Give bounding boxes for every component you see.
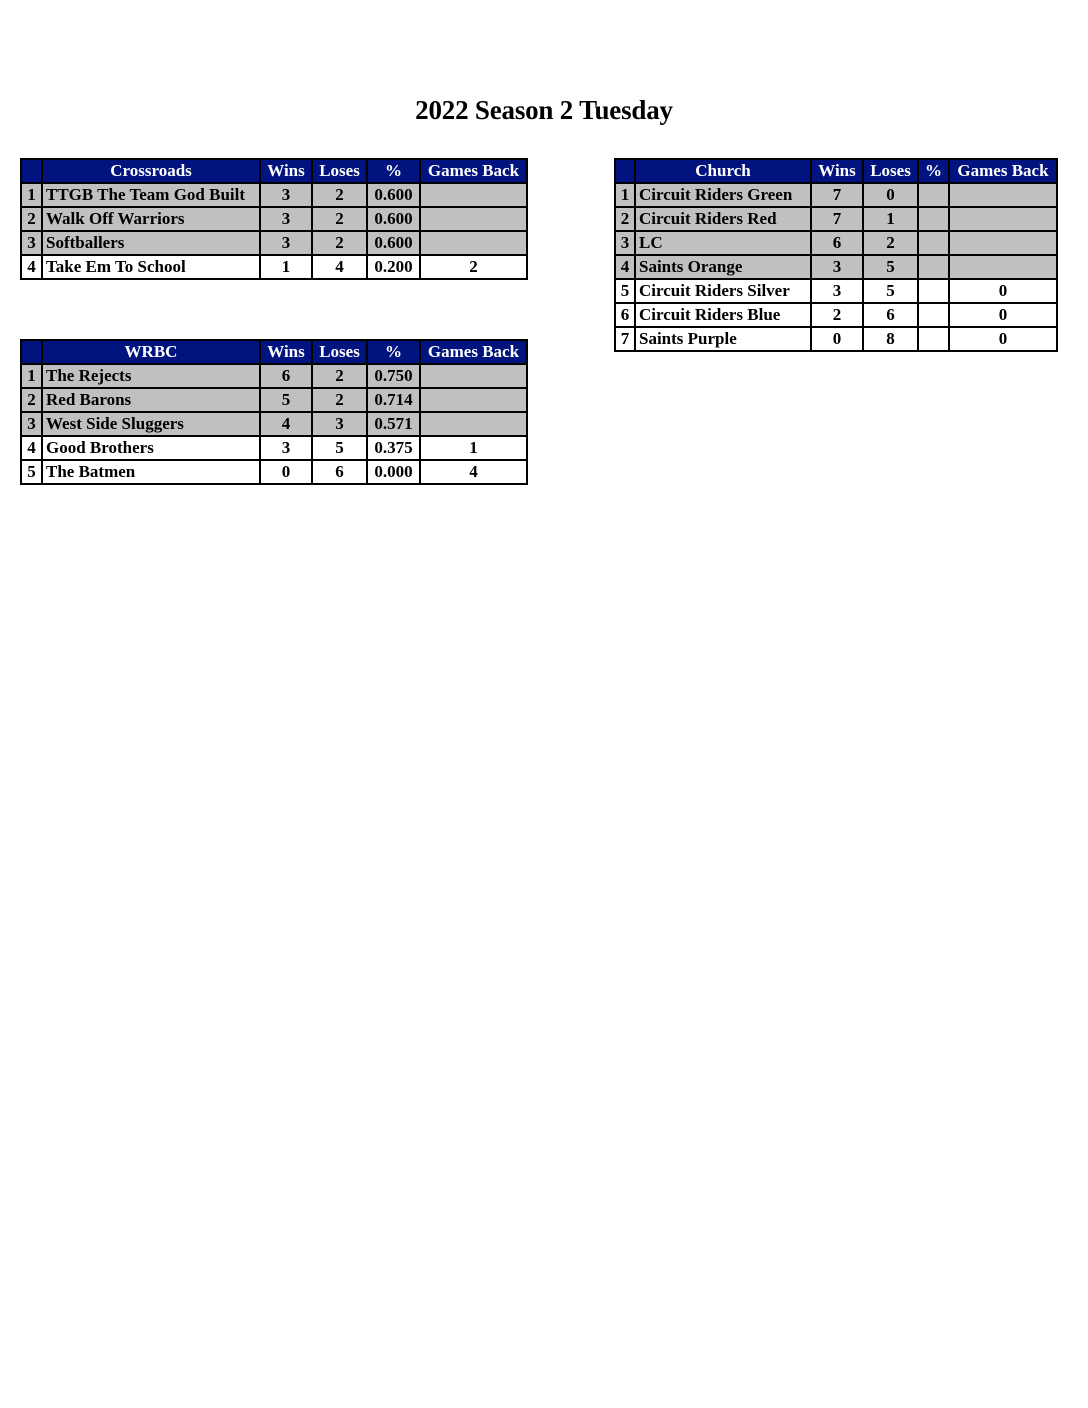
games-back-cell (420, 231, 527, 255)
rank-cell: 1 (615, 183, 635, 207)
table-header-row (615, 159, 1057, 183)
rank-cell: 4 (21, 255, 42, 279)
rank-header (21, 340, 42, 364)
pct-header: % (367, 340, 420, 364)
games-back-cell (949, 207, 1057, 231)
pct-cell: 0.200 (367, 255, 420, 279)
table-row (21, 460, 527, 484)
team-name-cell: Circuit Riders Red (635, 207, 811, 231)
games-back-cell: 4 (420, 460, 527, 484)
games-back-cell (420, 412, 527, 436)
games-back-cell: 0 (949, 327, 1057, 351)
loses-cell: 3 (312, 412, 367, 436)
church-standings-table (614, 158, 1058, 352)
rank-header (21, 159, 42, 183)
team-name-cell: Circuit Riders Blue (635, 303, 811, 327)
rank-cell: 1 (21, 183, 42, 207)
pct-cell (918, 255, 949, 279)
wrbc-table-body (21, 364, 527, 484)
wins-cell: 7 (811, 183, 863, 207)
team-name-cell: Walk Off Warriors (42, 207, 260, 231)
division-name-header: Crossroads (42, 159, 260, 183)
pct-cell: 0.375 (367, 436, 420, 460)
team-name-cell: Circuit Riders Silver (635, 279, 811, 303)
loses-cell: 2 (312, 207, 367, 231)
team-name-cell: Good Brothers (42, 436, 260, 460)
games-back-cell (949, 231, 1057, 255)
rank-cell: 5 (21, 460, 42, 484)
games-back-cell: 0 (949, 303, 1057, 327)
pct-cell: 0.600 (367, 207, 420, 231)
team-name-cell: Saints Orange (635, 255, 811, 279)
table-row (615, 255, 1057, 279)
table-row (21, 388, 527, 412)
games-back-cell (420, 364, 527, 388)
games-back-header: Games Back (420, 159, 527, 183)
loses-header: Loses (312, 340, 367, 364)
team-name-cell: Softballers (42, 231, 260, 255)
pct-header: % (367, 159, 420, 183)
rank-cell: 1 (21, 364, 42, 388)
rank-cell: 4 (615, 255, 635, 279)
loses-cell: 2 (312, 388, 367, 412)
pct-cell (918, 279, 949, 303)
loses-cell: 5 (312, 436, 367, 460)
team-name-cell: Circuit Riders Green (635, 183, 811, 207)
table-row (21, 183, 527, 207)
games-back-cell (420, 388, 527, 412)
wins-header: Wins (260, 340, 312, 364)
table-row (21, 412, 527, 436)
team-name-cell: The Batmen (42, 460, 260, 484)
loses-cell: 5 (863, 255, 918, 279)
wrbc-standings-table (20, 339, 528, 485)
wins-cell: 3 (260, 183, 312, 207)
rank-cell: 3 (21, 231, 42, 255)
pct-cell: 0.000 (367, 460, 420, 484)
wins-cell: 4 (260, 412, 312, 436)
team-name-cell: Take Em To School (42, 255, 260, 279)
pct-cell: 0.750 (367, 364, 420, 388)
table-row (615, 327, 1057, 351)
rank-cell: 4 (21, 436, 42, 460)
table-row (615, 279, 1057, 303)
team-name-cell: LC (635, 231, 811, 255)
church-table-body (615, 183, 1057, 351)
games-back-cell (420, 183, 527, 207)
rank-cell: 3 (21, 412, 42, 436)
wins-cell: 0 (260, 460, 312, 484)
table-header-row (21, 340, 527, 364)
pct-cell (918, 207, 949, 231)
wins-cell: 7 (811, 207, 863, 231)
wins-cell: 3 (260, 231, 312, 255)
rank-cell: 7 (615, 327, 635, 351)
pct-cell (918, 327, 949, 351)
wins-cell: 3 (811, 279, 863, 303)
team-name-cell: West Side Sluggers (42, 412, 260, 436)
games-back-cell: 1 (420, 436, 527, 460)
loses-cell: 0 (863, 183, 918, 207)
crossroads-table-body (21, 183, 527, 279)
loses-cell: 4 (312, 255, 367, 279)
loses-cell: 2 (863, 231, 918, 255)
page-title: 2022 Season 2 Tuesday (415, 95, 673, 125)
wins-cell: 6 (260, 364, 312, 388)
wins-header: Wins (811, 159, 863, 183)
games-back-header: Games Back (949, 159, 1057, 183)
wins-cell: 3 (811, 255, 863, 279)
pct-cell: 0.571 (367, 412, 420, 436)
team-name-cell: Red Barons (42, 388, 260, 412)
table-row (615, 303, 1057, 327)
table-row (21, 364, 527, 388)
pct-cell: 0.714 (367, 388, 420, 412)
wins-cell: 6 (811, 231, 863, 255)
wins-cell: 1 (260, 255, 312, 279)
team-name-cell: The Rejects (42, 364, 260, 388)
rank-header (615, 159, 635, 183)
loses-header: Loses (863, 159, 918, 183)
wins-cell: 3 (260, 207, 312, 231)
team-name-cell: TTGB The Team God Built (42, 183, 260, 207)
games-back-cell (949, 255, 1057, 279)
rank-cell: 6 (615, 303, 635, 327)
table-row (615, 231, 1057, 255)
wins-cell: 3 (260, 436, 312, 460)
pct-cell (918, 183, 949, 207)
table-row (615, 207, 1057, 231)
loses-cell: 2 (312, 231, 367, 255)
loses-cell: 2 (312, 364, 367, 388)
games-back-cell (949, 183, 1057, 207)
pct-cell (918, 231, 949, 255)
table-row (615, 183, 1057, 207)
rank-cell: 2 (21, 207, 42, 231)
loses-cell: 6 (863, 303, 918, 327)
games-back-cell (420, 207, 527, 231)
loses-cell: 8 (863, 327, 918, 351)
pct-cell: 0.600 (367, 231, 420, 255)
loses-cell: 5 (863, 279, 918, 303)
rank-cell: 2 (615, 207, 635, 231)
games-back-cell: 0 (949, 279, 1057, 303)
rank-cell: 3 (615, 231, 635, 255)
table-row (21, 255, 527, 279)
division-name-header: Church (635, 159, 811, 183)
loses-cell: 6 (312, 460, 367, 484)
loses-cell: 1 (863, 207, 918, 231)
wins-cell: 0 (811, 327, 863, 351)
games-back-header: Games Back (420, 340, 527, 364)
pct-cell (918, 303, 949, 327)
team-name-cell: Saints Purple (635, 327, 811, 351)
wins-cell: 2 (811, 303, 863, 327)
division-name-header: WRBC (42, 340, 260, 364)
rank-cell: 5 (615, 279, 635, 303)
loses-cell: 2 (312, 183, 367, 207)
loses-header: Loses (312, 159, 367, 183)
table-row (21, 231, 527, 255)
games-back-cell: 2 (420, 255, 527, 279)
pct-header: % (918, 159, 949, 183)
wins-cell: 5 (260, 388, 312, 412)
table-row (21, 436, 527, 460)
table-header-row (21, 159, 527, 183)
crossroads-standings-table (20, 158, 528, 280)
wins-header: Wins (260, 159, 312, 183)
rank-cell: 2 (21, 388, 42, 412)
table-row (21, 207, 527, 231)
pct-cell: 0.600 (367, 183, 420, 207)
